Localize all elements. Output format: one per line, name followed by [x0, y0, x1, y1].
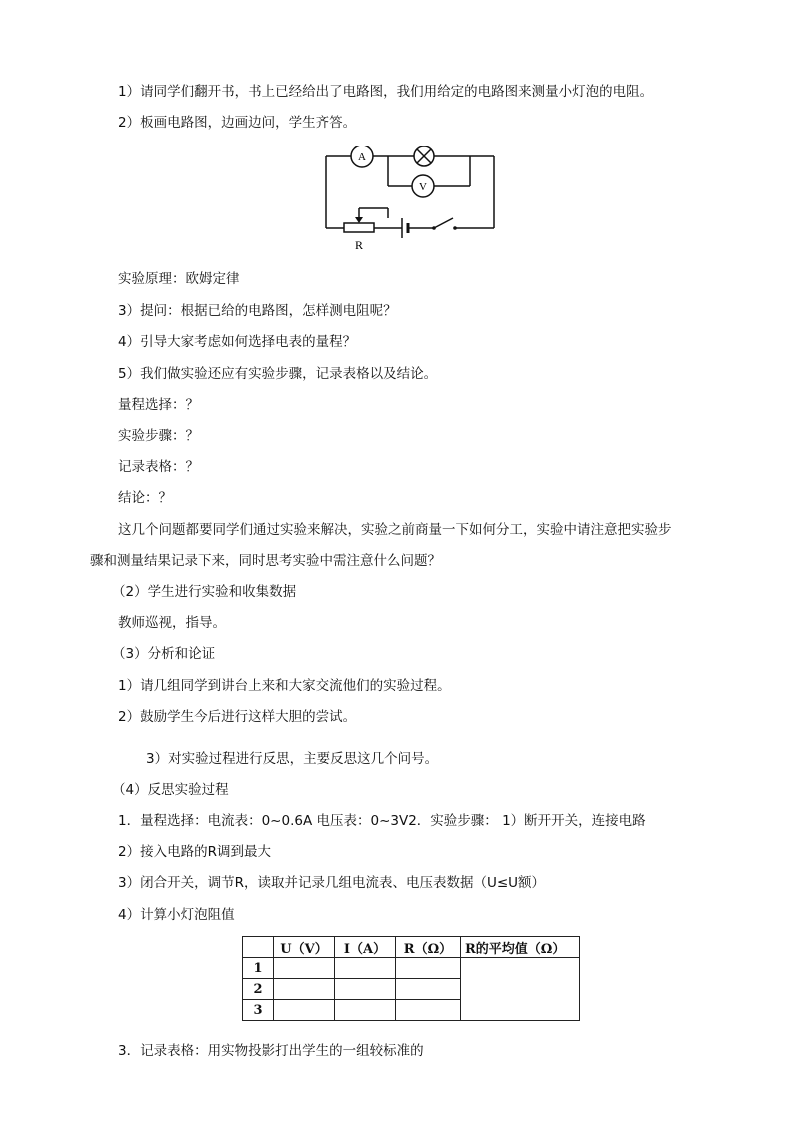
text-line: 3）提问：根据已给的电路图，怎样测电阻呢？	[118, 303, 397, 319]
circuit-diagram	[318, 146, 508, 258]
text-line: （2）学生进行实验和收集数据	[112, 584, 297, 600]
text-line: 2）鼓励学生今后进行这样大胆的尝试。	[118, 709, 357, 725]
text-line: 1）请同学们翻开书，书上已经给出了电路图，我们用给定的电路图来测量小灯泡的电阻。	[118, 84, 654, 100]
text-line: 2）接入电路的R调到最大	[118, 844, 271, 860]
row-index-cell: 3	[243, 1000, 274, 1021]
text-line: 实验原理：欧姆定律	[118, 271, 240, 287]
text-line: （3）分析和论证	[112, 646, 216, 662]
text-line: 5）我们做实验还应有实验步骤，记录表格以及结论。	[118, 366, 438, 382]
text-line: 骤和测量结果记录下来，同时思考实验中需注意什么问题？	[90, 553, 441, 569]
table-cell	[274, 1000, 335, 1021]
text-line: 3．记录表格：用实物投影打出学生的一组较标准的	[118, 1043, 424, 1059]
row-index-cell: 2	[243, 979, 274, 1000]
text-line: 结论：？	[118, 490, 172, 506]
table-cell	[396, 958, 461, 979]
text-line: 1）请几组同学到讲台上来和大家交流他们的实验过程。	[118, 678, 451, 694]
row-index-cell: 1	[243, 958, 274, 979]
text-line: 3）闭合开关，调节R，读取并记录几组电流表、电压表数据（U≤U额）	[118, 875, 546, 891]
table-cell	[274, 979, 335, 1000]
table-cell	[335, 979, 396, 1000]
rheostat-slider-arrow	[355, 217, 363, 223]
table-cell	[396, 1000, 461, 1021]
text-line: 实验步骤：？	[118, 428, 199, 444]
average-cell	[461, 958, 580, 1021]
text-line: 3）对实验过程进行反思，主要反思这几个问号。	[146, 751, 439, 767]
text-line: 4）引导大家考虑如何选择电表的量程？	[118, 334, 357, 350]
table-header-row	[243, 937, 580, 958]
table-cell	[335, 958, 396, 979]
text-line: 记录表格：？	[118, 459, 199, 475]
text-line: 1．量程选择：电流表：0~0.6A 电压表：0~3V2．实验步骤： 1）断开开关，连接电路	[118, 813, 646, 829]
table-cell	[335, 1000, 396, 1021]
table-cell	[274, 958, 335, 979]
record-table	[242, 936, 580, 1021]
text-line: 2）板画电路图，边画边问，学生齐答。	[118, 115, 357, 131]
text-line: 4）计算小灯泡阻值	[118, 907, 235, 923]
text-line: （4）反思实验过程	[112, 782, 229, 798]
text-line: 这几个问题都要同学们通过实验来解决，实验之前商量一下如何分工，实验中请注意把实验步	[118, 522, 672, 538]
table-header-cell: U（V）	[274, 937, 335, 958]
text-line: 教师巡视，指导。	[118, 615, 226, 631]
table-header-cell: I（A）	[335, 937, 396, 958]
table-header-cell	[243, 937, 274, 958]
rheostat-label: R	[354, 238, 364, 252]
text-line: 量程选择：？	[118, 397, 199, 413]
table-cell	[396, 979, 461, 1000]
table-row	[243, 958, 580, 979]
table-header-cell: R的平均值（Ω）	[461, 937, 580, 958]
voltmeter-label: V	[419, 181, 427, 193]
ammeter-label: A	[358, 151, 366, 163]
table-header-cell: R（Ω）	[396, 937, 461, 958]
